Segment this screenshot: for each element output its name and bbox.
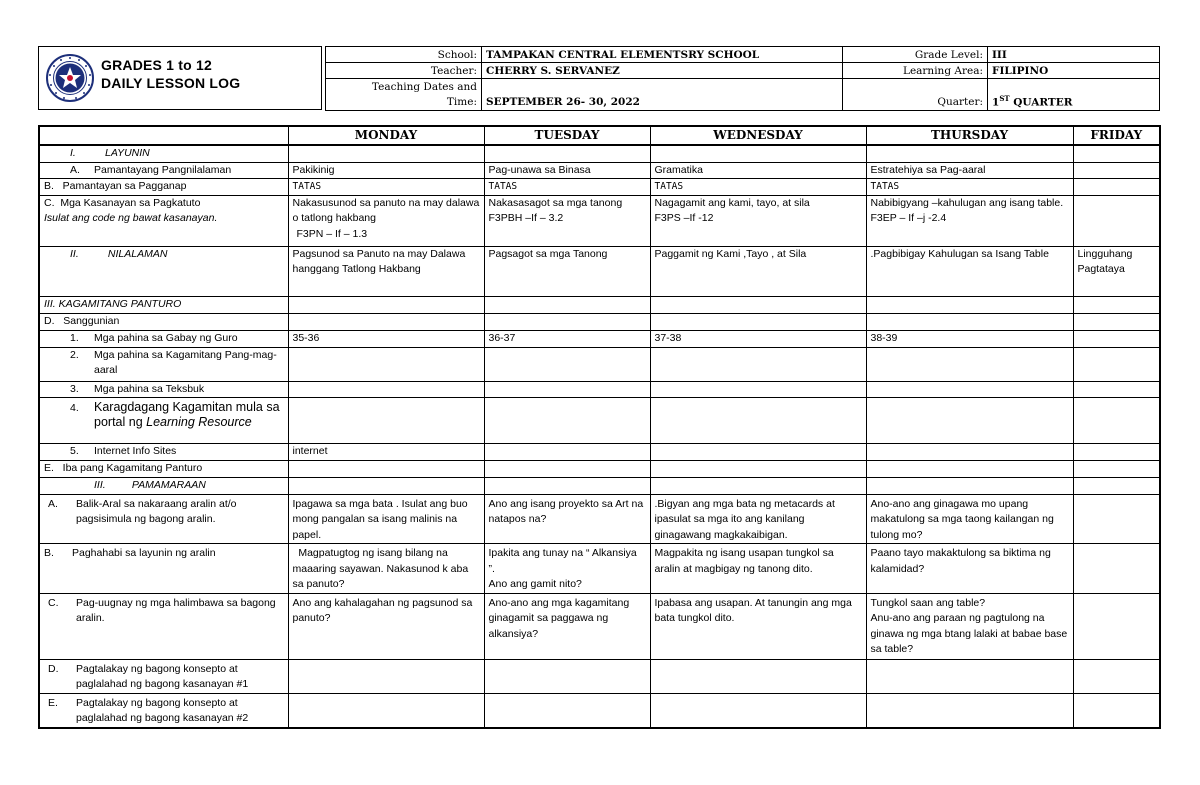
table-row [39,381,1160,398]
cell-internet-monday: internet [288,444,484,461]
school-info-table [325,46,1160,111]
cell-b-tuesday: TATAS [484,179,650,196]
cell-paghahabi-tuesday: Ipakita ang tunay na “ Alkansiya ”. Ano ang gamit nito? [484,544,650,594]
day-header-wednesday: WEDNESDAY [650,126,866,145]
row-label-learning-resource: 4. Karagdagang Kagamitan mula sa portal ng Learning Resource [39,398,288,444]
table-row [39,330,1160,347]
day-header-friday: FRIDAY [1073,126,1160,145]
table-row [39,195,1160,246]
row-label-iba-pang-kagamitan: E. Iba pang Kagamitang Panturo [39,461,288,478]
cell-pag-uugnay-wednesday: Ipabasa ang usapan. At tanungin ang mga bata tungkol dito. [650,593,866,659]
log-title-grades: GRADES 1 to 12 [101,57,212,73]
table-row [39,444,1160,461]
row-label-internet-info-sites: 5. Internet Info Sites [39,444,288,461]
teacher-label: Teacher: [326,63,482,79]
table-row [39,347,1160,381]
cell-pag-uugnay-monday: Ano ang kahalagahan ng pagsunod sa panuto? [288,593,484,659]
learning-area-label: Learning Area: [843,63,988,79]
grade-level-label: Grade Level: [843,47,988,63]
title-box [38,46,322,110]
table-row [39,145,1160,162]
table-row [39,659,1160,693]
row-label-mga-kasanayan: C. Mga Kasanayan sa Pagkatuto Isulat ang code ng bawat kasanayan. [39,195,288,246]
table-row [39,478,1160,495]
row-label-balik-aral: A. Balik-Aral sa nakaraang aralin at/o pagsisimula ng bagong aralin. [39,494,288,544]
cell-nilalaman-thursday: .Pagbibigay Kahulugan sa Isang Table [866,246,1073,296]
table-row [39,544,1160,594]
table-row [39,313,1160,330]
cell-paghahabi-wednesday: Magpakita ng isang usapan tungkol sa aralin at magbigay ng tanong dito. [650,544,866,594]
grade-level-value: III [988,47,1160,63]
table-row [39,693,1160,728]
row-label-pag-uugnay: C. Pag-uugnay ng mga halimbawa sa bagong aralin. [39,593,288,659]
row-label-pamantayang-pangnilalaman: A. Pamantayang Pangnilalaman [39,162,288,179]
section-nilalaman: II. NILALAMAN [39,246,288,296]
cell-nilalaman-monday: Pagsunod sa Panuto na may Dalawa hanggang Tatlong Hakbang [288,246,484,296]
cell-nilalaman-tuesday: Pagsagot sa mga Tanong [484,246,650,296]
cell-c-tuesday: Nakasasagot sa mga tanong F3PBH –If – 3.2 [484,195,650,246]
row-label-pagtalakay-2: E. Pagtalakay ng bagong konsepto at paglalahad ng bagong kasanayan #2 [39,693,288,728]
quarter-value: 1ST QUARTER [988,79,1160,111]
deped-seal-logo [45,51,95,105]
cell-a-thursday: Estratehiya sa Pag-aaral [866,162,1073,179]
cell-b-wednesday: TATAS [650,179,866,196]
cell-pag-uugnay-thursday: Tungkol saan ang table? Anu-ano ang paraan ng pagtulong na ginawa ng mga btang lalaki at babae base sa table? [866,593,1073,659]
row-label-pagtalakay-1: D. Pagtalakay ng bagong konsepto at paglalahad ng bagong kasanayan #1 [39,659,288,693]
day-header-tuesday: TUESDAY [484,126,650,145]
row-label-kagamitang-pang-mag-aaral: 2. Mga pahina sa Kagamitang Pang-mag-aaral [39,347,288,381]
row-label-teksbuk: 3. Mga pahina sa Teksbuk [39,381,288,398]
table-row [39,162,1160,179]
cell-gabay-wednesday: 37-38 [650,330,866,347]
teacher-value: CHERRY S. SERVANEZ [482,63,843,79]
cell-c-thursday: Nabibigyang –kahulugan ang isang table. F3EP – If –j -2.4 [866,195,1073,246]
cell-c-wednesday: Nagagamit ang kami, tayo, at sila F3PS –If -12 [650,195,866,246]
teaching-dates-value: SEPTEMBER 26- 30, 2022 [482,79,843,111]
learning-area-value: FILIPINO [988,63,1160,79]
table-row [39,296,1160,313]
table-row [39,494,1160,544]
cell-balik-aral-wednesday: .Bigyan ang mga bata ng metacards at ipasulat sa mga ito ang kanilang ginagawang magkakaibigan. [650,494,866,544]
day-header-thursday: THURSDAY [866,126,1073,145]
table-row [39,246,1160,296]
cell-balik-aral-tuesday: Ano ang isang proyekto sa Art na natapos na? [484,494,650,544]
quarter-label: Quarter: [843,79,988,111]
cell-balik-aral-monday: Ipagawa sa mga bata . Isulat ang buo mong pangalan sa isang malinis na papel. [288,494,484,544]
table-row [39,593,1160,659]
day-header-monday: MONDAY [288,126,484,145]
cell-c-monday: Nakasusunod sa panuto na may dalawa o tatlong hakbang F3PN – If – 1.3 [288,195,484,246]
row-label-pamantayan-sa-pagganap: B. Pamantayan sa Pagganap [39,179,288,196]
cell-nilalaman-friday: Lingguhang Pagtataya [1073,246,1160,296]
cell-nilalaman-wednesday: Paggamit ng Kami ,Tayo , at Sila [650,246,866,296]
daily-lesson-log-table [38,125,1161,729]
cell-a-tuesday: Pag-unawa sa Binasa [484,162,650,179]
cell-pag-uugnay-tuesday: Ano-ano ang mga kagamitang ginagamit sa paggawa ng alkansiya? [484,593,650,659]
table-row [39,398,1160,444]
cell-paghahabi-thursday: Paano tayo makaktulong sa biktima ng kalamidad? [866,544,1073,594]
row-label-gabay-ng-guro: 1. Mga pahina sa Gabay ng Guro [39,330,288,347]
cell-gabay-thursday: 38-39 [866,330,1073,347]
day-header-row [39,126,1160,145]
table-row [39,461,1160,478]
teaching-dates-label: Teaching Dates and Time: [326,79,482,111]
blank-header-cell [39,126,288,145]
cell-balik-aral-thursday: Ano-ano ang ginagawa mo upang makatulong sa mga taong kailangan ng tulong mo? [866,494,1073,544]
cell-gabay-monday: 35-36 [288,330,484,347]
school-value: TAMPAKAN CENTRAL ELEMENTSRY SCHOOL [482,47,843,63]
cell-paghahabi-monday: Magpatugtog ng isang bilang na maaaring sayawan. Nakasunod k aba sa panuto? [288,544,484,594]
section-layunin: I. LAYUNIN [39,145,288,162]
cell-a-wednesday: Gramatika [650,162,866,179]
table-row [39,179,1160,196]
cell-gabay-tuesday: 36-37 [484,330,650,347]
cell-b-thursday: TATAS [866,179,1073,196]
row-label-paghahabi: B. Paghahabi sa layunin ng aralin [39,544,288,594]
log-title-daily-lesson-log: DAILY LESSON LOG [101,75,241,91]
school-label: School: [326,47,482,63]
cell-a-monday: Pakikinig [288,162,484,179]
section-pamamaraan: III. PAMAMARAAN [39,478,288,495]
cell-b-monday: TATAS [288,179,484,196]
row-label-sanggunian: D. Sanggunian [39,313,288,330]
section-kagamitang-panturo: III. KAGAMITANG PANTURO [39,296,288,313]
